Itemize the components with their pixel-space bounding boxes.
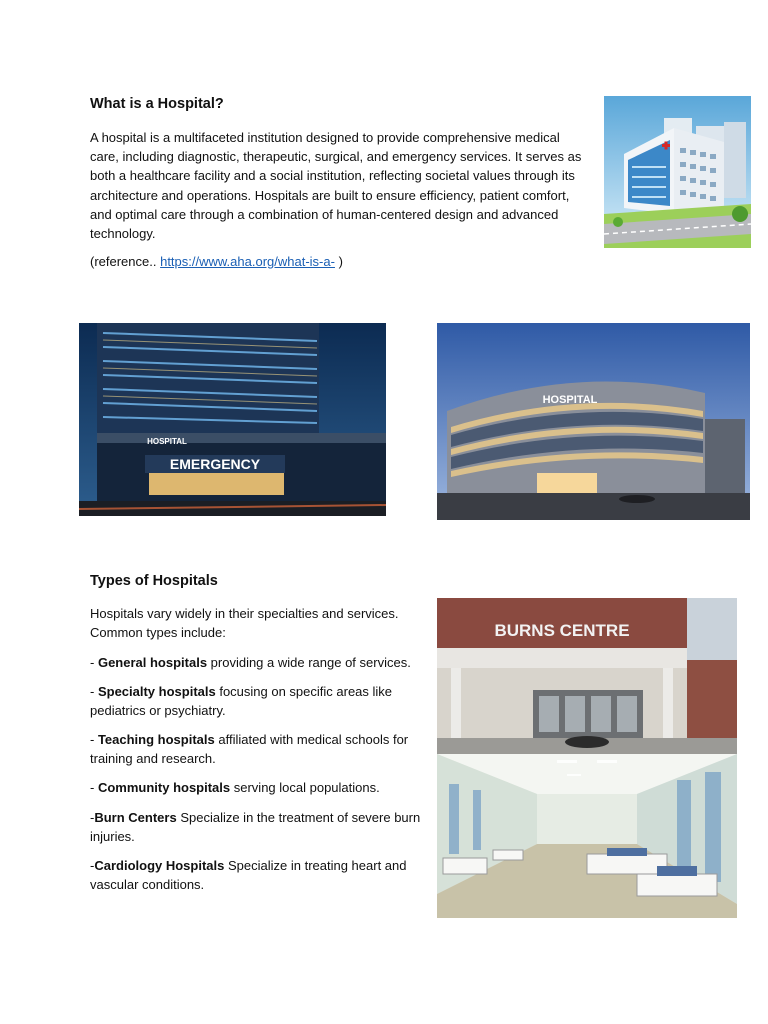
section-title-types-of-hospitals: Types of Hospitals: [90, 573, 218, 589]
types-intro: Hospitals vary widely in their specialties and services. Common types include:: [90, 606, 399, 641]
hospital-sign-text: HOSPITAL: [147, 437, 187, 446]
type-item-cardiology: -Cardiology Hospitals Specialize in treating heart and vascular conditions.: [90, 858, 407, 893]
emergency-sign-text: EMERGENCY: [169, 456, 261, 472]
burns-centre-sign-text: BURNS CENTRE: [494, 621, 630, 640]
type-item-community: - Community hospitals serving local populations.: [90, 780, 380, 795]
burns-centre-exterior-photo: [437, 598, 737, 754]
curved-building-sign-text: HOSPITAL: [542, 394, 598, 406]
reference-suffix: ): [334, 254, 343, 269]
reference-link[interactable]: https://www.aha.org/what-is-a-: [160, 254, 335, 269]
type-item-general: - General hospitals providing a wide range of services.: [90, 655, 411, 670]
type-item-burn-centers: -Burn Centers Specialize in the treatment of severe burn injuries.: [90, 810, 421, 845]
section-title-what-is-hospital: What is a Hospital?: [90, 96, 224, 112]
type-item-teaching: - Teaching hospitals affiliated with medical schools for training and research.: [90, 732, 409, 767]
reference-line: [90, 252, 590, 271]
burns-ward-interior-photo: [437, 754, 737, 918]
curved-hospital-building-photo: [437, 323, 750, 520]
reference-prefix: (reference..: [90, 254, 161, 269]
intro-paragraph: A hospital is a multifaceted institution designed to provide comprehensive medical care, including diagnostic, therapeutic, surgical, and emergency services. It serves as both a healthcare facility and a social institution, reflecting societal values through its architecture and operations. Hospitals are built to ensure efficiency, patient comfort, and optimal care through a combination of human-centered design and advanced technology.: [90, 130, 582, 242]
hospital-illustration-image: [604, 96, 751, 248]
type-item-specialty: - Specialty hospitals focusing on specific areas like pediatrics or psychiatry.: [90, 684, 393, 719]
emergency-hospital-photo: [79, 323, 386, 516]
